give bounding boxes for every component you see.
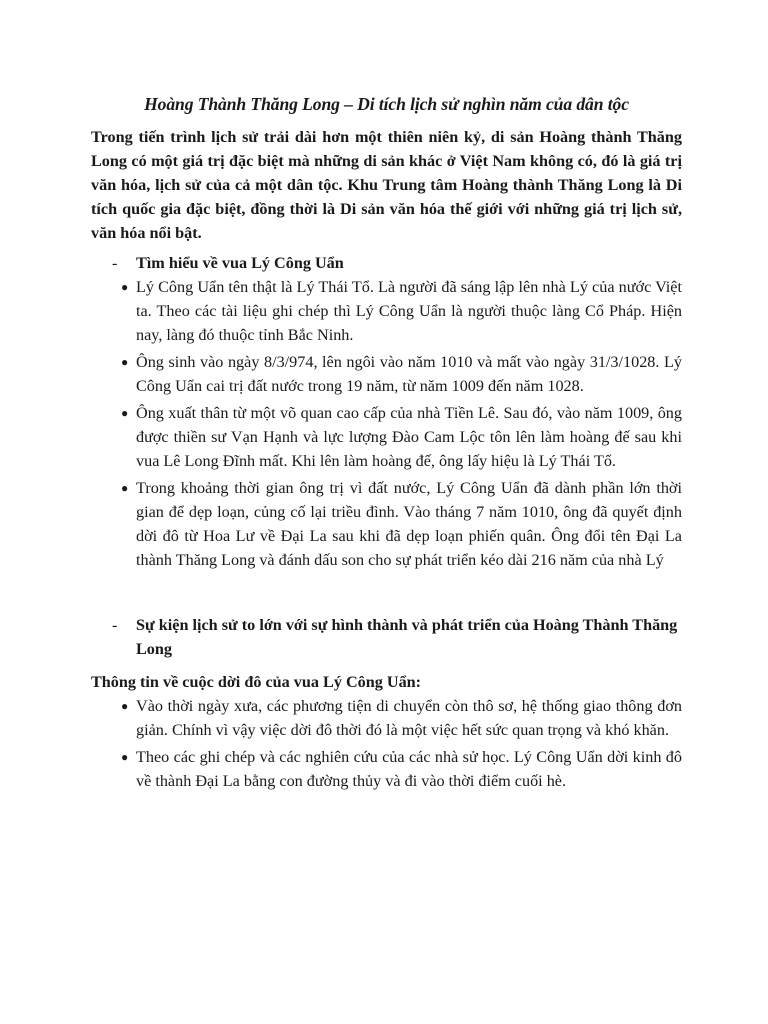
bullet-dot-icon: ● — [121, 699, 129, 713]
document-title: Hoàng Thành Thăng Long – Di tích lịch sử nghìn năm của dân tộc — [144, 94, 629, 114]
list-item — [121, 350, 682, 398]
dash-marker: - — [112, 616, 118, 634]
bullet-list-capital-relocation — [91, 694, 682, 793]
list-item — [121, 745, 682, 793]
bullet-dot-icon: ● — [121, 406, 129, 420]
bullet-dot-icon: ● — [121, 750, 129, 764]
bullet-dot-icon: ● — [121, 355, 129, 369]
subheading-capital-relocation: Thông tin về cuộc dời đô của vua Lý Công Uẩn: — [91, 673, 422, 691]
list-item-text: Lý Công Uẩn tên thật là Lý Thái Tổ. Là người đã sáng lập lên nhà Lý của nước Việt ta. Theo các tài liệu ghi chép thì Lý Công Uẩn là người thuộc làng Cổ Pháp. Hiện nay, làng đó thuộc tỉnh Bắc Ninh. — [136, 278, 682, 344]
section-heading-text: Tìm hiểu về vua Lý Công Uẩn — [136, 254, 344, 272]
dash-marker: - — [112, 254, 118, 272]
intro-paragraph: Trong tiến trình lịch sử trải dài hơn một thiên niên kỷ, di sản Hoàng thành Thăng Long có một giá trị đặc biệt mà những di sản khác ở Việt Nam không có, đó là giá trị văn hóa, lịch sử của cả một dân tộc. Khu Trung tâm Hoàng thành Thăng Long là Di tích quốc gia đặc biệt, đồng thời là Di sản văn hóa thế giới với những giá trị lịch sử, văn hóa nổi bật. — [91, 128, 682, 242]
section-heading-historical-event — [91, 613, 682, 661]
bullet-dot-icon: ● — [121, 280, 129, 294]
list-item-text: Theo các ghi chép và các nghiên cứu của các nhà sử học. Lý Công Uẩn dời kinh đô về thành Đại La bằng con đường thủy và đi vào thời điểm cuối hè. — [136, 748, 682, 790]
bullet-dot-icon: ● — [121, 481, 129, 495]
list-item — [121, 476, 682, 572]
list-item — [121, 275, 682, 347]
section-heading-ly-cong-uan — [91, 251, 682, 275]
section-heading-text: Sự kiện lịch sử to lớn với sự hình thành và phát triển của Hoàng Thành Thăng Long — [136, 616, 678, 658]
list-item — [121, 401, 682, 473]
list-item-text: Trong khoảng thời gian ông trị vì đất nước, Lý Công Uẩn đã dành phần lớn thời gian để dẹp loạn, củng cố lại triều đình. Vào tháng 7 năm 1010, ông đã quyết định dời đô từ Hoa Lư về Đại La sau khi đã dẹp loạn phiến quân. Ông đổi tên Đại La thành Thăng Long và đánh dấu son cho sự phát triển kéo dài 216 năm của nhà Lý — [136, 479, 682, 569]
list-item-text: Vào thời ngày xưa, các phương tiện di chuyển còn thô sơ, hệ thống giao thông đơn giản. Chính vì vậy việc dời đô thời đó là một việc hết sức quan trọng và khó khăn. — [136, 697, 682, 739]
bullet-list-ly-cong-uan — [91, 275, 682, 572]
list-item-text: Ông sinh vào ngày 8/3/974, lên ngôi vào năm 1010 và mất vào ngày 31/3/1028. Lý Công Uẩn cai trị đất nước trong 19 năm, từ năm 1009 đến năm 1028. — [136, 353, 682, 395]
list-item-text: Ông xuất thân từ một võ quan cao cấp của nhà Tiền Lê. Sau đó, vào năm 1009, ông được thiền sư Vạn Hạnh và lực lượng Đào Cam Lộc tôn lên làm hoàng đế sau khi vua Lê Long Đĩnh mất. Khi lên làm hoàng đế, ông lấy hiệu là Lý Thái Tổ. — [136, 404, 682, 470]
list-item — [121, 694, 682, 742]
